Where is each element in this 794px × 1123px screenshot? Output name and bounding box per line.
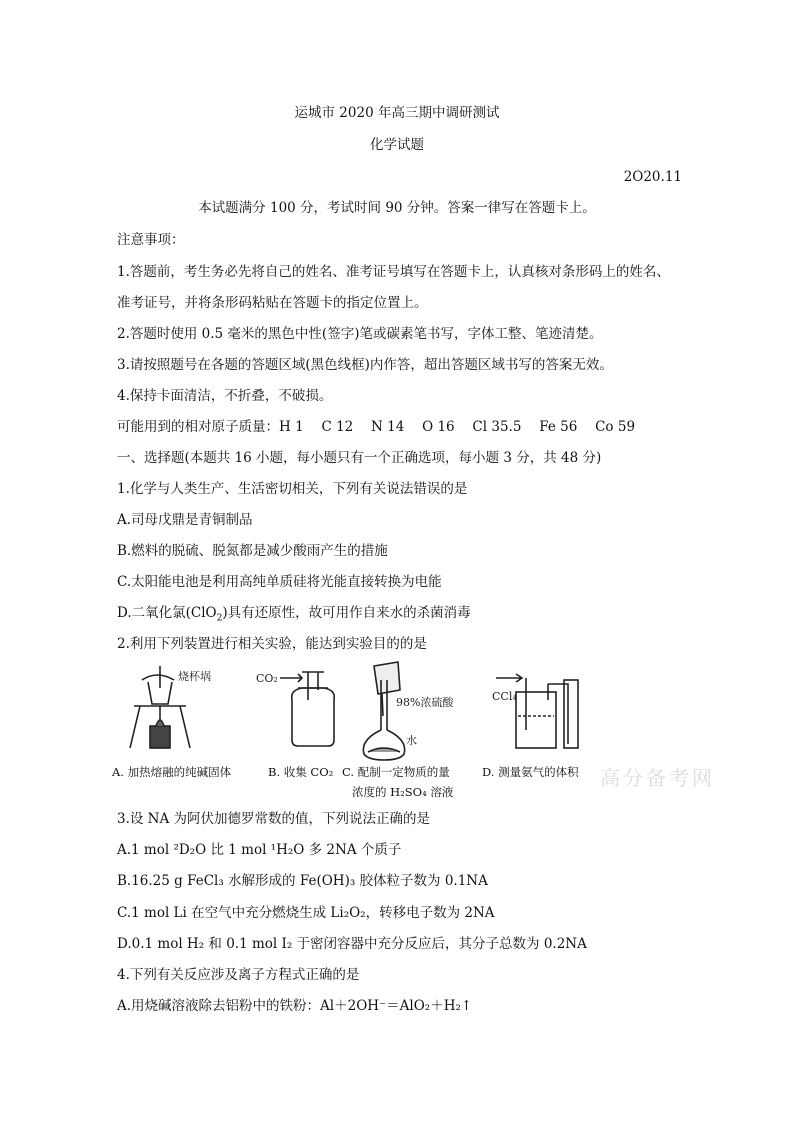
notice-item-3: 3.请按照题号在各题的答题区域(黑色线框)内作答，超出答题区域书写的答案无效。 xyxy=(117,357,613,373)
question-1-option-d: D.二氧化氯(ClO$_2$)具有还原性，故可用作自来水的杀菌消毒 xyxy=(117,605,471,624)
question-3-option-c: C.1 mol Li 在空气中充分燃烧生成 Li₂O₂，转移电子数为 2NA xyxy=(117,905,495,921)
notice-item-2: 2.答题时使用 0.5 毫米的黑色中性(签字)笔或碳素笔书写，字体工整、笔迹清楚。 xyxy=(117,326,603,342)
question-2-stem: 2.利用下列装置进行相关实验，能达到实验目的的是 xyxy=(117,636,427,652)
apparatus-drawings xyxy=(112,660,632,770)
option-c-caption: C. 配制一定物质的量 xyxy=(342,765,450,779)
exam-intro: 本试题满分 100 分，考试时间 90 分钟。答案一律写在答题卡上。 xyxy=(198,200,596,216)
option-b-caption: B. 收集 CO₂ xyxy=(268,765,334,779)
watermark: 高分备考网 xyxy=(600,766,715,790)
subject-title: 化学试题 xyxy=(370,137,424,153)
notice-item-4: 4.保持卡面清洁，不折叠，不破损。 xyxy=(117,388,333,404)
apparatus-d-burette xyxy=(496,674,578,748)
label-ccl4: CCl₄ xyxy=(492,690,517,703)
section-heading: 一、选择题(本题共 16 小题，每小题只有一个正确选项，每小题 3 分，共 48 分) xyxy=(117,450,602,466)
exam-date: 2O20.11 xyxy=(623,169,682,185)
question-3-option-b: B.16.25 g FeCl₃ 水解形成的 Fe(OH)₃ 胶体粒子数为 0.1NA xyxy=(117,873,488,889)
question-4-stem: 4.下列有关反应涉及离子方程式正确的是 xyxy=(117,967,360,983)
question-1-option-a: A.司母戊鼎是青铜制品 xyxy=(117,512,253,528)
option-d-caption: D. 测量氨气的体积 xyxy=(482,765,579,779)
question-4-option-a: A.用烧碱溶液除去铝粉中的铁粉：Al＋2OH⁻＝AlO₂＋H₂↑ xyxy=(117,998,473,1014)
apparatus-c-flask xyxy=(363,662,404,760)
notice-item-1: 1.答题前，考生务必先将自己的姓名、准考证号填写在答题卡上，认真核对条形码上的姓名、 xyxy=(117,264,670,280)
notice-heading: 注意事项： xyxy=(117,232,185,248)
apparatus-figure xyxy=(112,660,632,800)
label-water: 水 xyxy=(406,734,417,747)
option-a-caption: A. 加热熔融的纯碱固体 xyxy=(112,765,232,779)
notice-item-1-cont: 准考证号，并将条形码粘贴在答题卡的指定位置上。 xyxy=(117,295,428,311)
question-1-stem: 1.化学与人类生产、生活密切相关，下列有关说法错误的是 xyxy=(117,481,468,497)
label-crucible: 烧杯埚 xyxy=(178,670,211,683)
question-3-option-d: D.0.1 mol H₂ 和 0.1 mol I₂ 于密闭容器中充分反应后，其分子总数为 0.2NA xyxy=(117,936,587,952)
label-co2: CO₂ xyxy=(256,672,278,685)
exam-title: 运城市 2020 年高三期中调研测试 xyxy=(294,105,500,121)
question-3-option-a: A.1 mol ²D₂O 比 1 mol ¹H₂O 多 2NA 个质子 xyxy=(117,842,402,858)
label-acid: 98%浓硫酸 xyxy=(396,696,454,709)
question-1-option-b: B.燃料的脱硫、脱氮都是减少酸雨产生的措施 xyxy=(117,543,388,559)
question-3-stem: 3.设 NA 为阿伏加德罗常数的值，下列说法正确的是 xyxy=(117,811,431,827)
option-c-caption-2: 浓度的 H₂SO₄ 溶液 xyxy=(352,785,454,799)
atomic-masses: 可能用到的相对原子质量：H 1 C 12 N 14 O 16 Cl 35.5 Fe 56 Co 59 xyxy=(117,419,636,435)
question-1-option-c: C.太阳能电池是利用高纯单质硅将光能直接转换为电能 xyxy=(117,574,442,590)
apparatus-b-bottle xyxy=(280,672,334,746)
